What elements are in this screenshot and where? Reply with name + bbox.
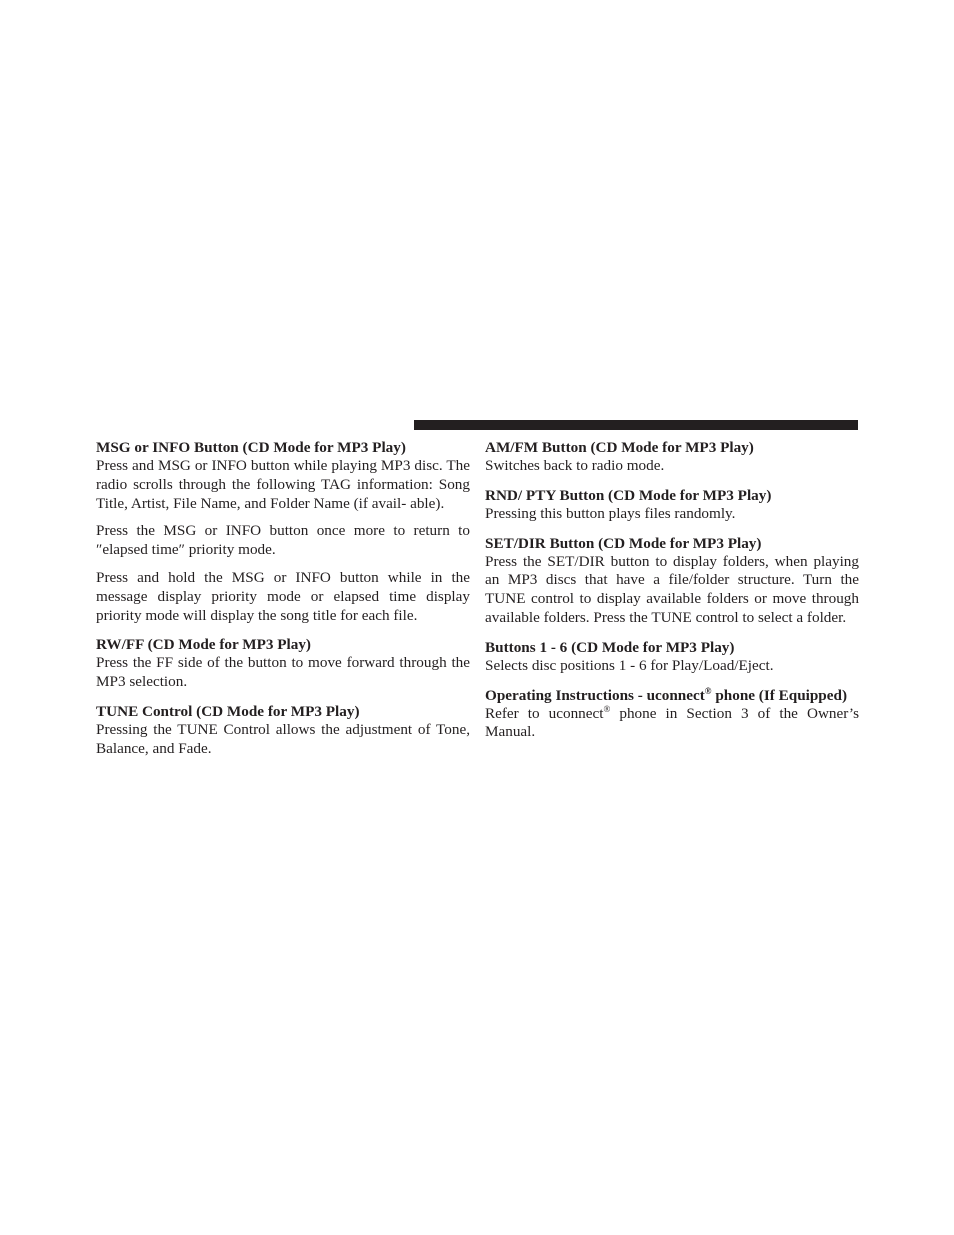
- section-divider-bar: [414, 420, 858, 430]
- section-paragraph: Pressing the TUNE Control allows the adjustment of Tone, Balance, and Fade.: [96, 720, 470, 757]
- set-dir-section: [485, 533, 859, 628]
- section-heading: Buttons 1 - 6 (CD Mode for MP3 Play): [485, 638, 735, 656]
- right-column: [485, 437, 859, 751]
- section-paragraph: Press the SET/DIR button to display folders, when playing an MP3 discs that have a file/folder structure. Turn the TUNE control to display available folders or move through available folders. Press the TUNE control to select a folder.: [485, 552, 859, 626]
- buttons-1-6-section: [485, 637, 859, 676]
- section-paragraph: [485, 705, 859, 743]
- section-heading: RND/ PTY Button (CD Mode for MP3 Play): [485, 486, 772, 504]
- section-paragraph: Press and hold the MSG or INFO button while in the message display priority mode or elapsed time display priority mode will display the song title for each file.: [96, 568, 470, 624]
- section-paragraph: Selects disc positions 1 - 6 for Play/Load/Eject.: [485, 656, 774, 674]
- registered-mark: ®: [603, 703, 611, 714]
- paragraph-text: phone in Section 3 of the Owner’s Manual.: [485, 704, 859, 741]
- section-heading: RW/FF (CD Mode for MP3 Play): [96, 636, 311, 654]
- rnd-pty-section: [485, 485, 859, 524]
- section-heading: AM/FM Button (CD Mode for MP3 Play): [485, 439, 754, 456]
- section-paragraph: Press the MSG or INFO button once more to return to ″elapsed time″ priority mode.: [96, 522, 470, 559]
- section-paragraph: Pressing this button plays files randomly.: [485, 504, 736, 522]
- paragraph-text: Refer to uconnect: [485, 704, 604, 722]
- registered-mark: ®: [704, 685, 712, 696]
- rw-ff-section: [96, 634, 470, 692]
- section-heading: MSG or INFO Button (CD Mode for MP3 Play): [96, 439, 406, 456]
- msg-info-section: [96, 437, 470, 625]
- section-paragraph: Press and MSG or INFO button while playing MP3 disc. The radio scrolls through the following TAG information: Song Title, Artist, File Name, and Folder Name (if avail- able).: [96, 457, 470, 512]
- tune-control-section: [96, 701, 470, 759]
- section-paragraph: Switches back to radio mode.: [485, 457, 665, 474]
- am-fm-section: [485, 437, 859, 476]
- section-heading: TUNE Control (CD Mode for MP3 Play): [96, 702, 360, 720]
- section-heading: [485, 685, 859, 705]
- left-column: [96, 437, 470, 768]
- heading-text: Operating Instructions - uconnect: [485, 686, 705, 704]
- section-paragraph: Press the FF side of the button to move forward through the MP3 selection.: [96, 654, 470, 691]
- heading-text: phone (If Equipped): [711, 686, 848, 704]
- section-heading: SET/DIR Button (CD Mode for MP3 Play): [485, 534, 762, 552]
- uconnect-section: [485, 685, 859, 743]
